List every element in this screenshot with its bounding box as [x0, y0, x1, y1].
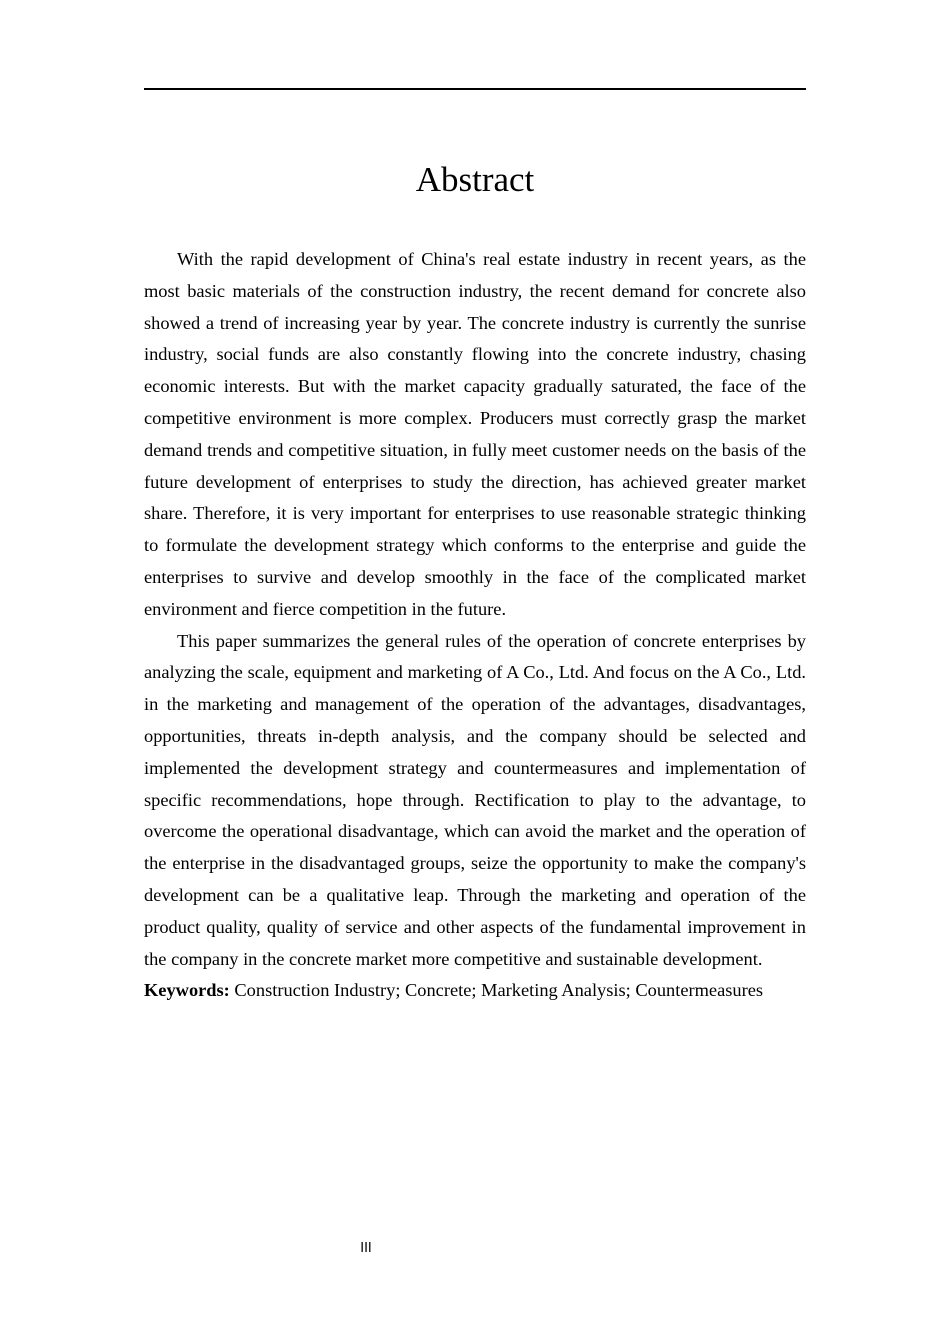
abstract-body [144, 244, 806, 1007]
keywords-text: Construction Industry; Concrete; Marketing Analysis; Countermeasures [229, 980, 764, 1001]
page-title: Abstract [415, 160, 535, 199]
header-rule [144, 88, 806, 90]
keywords-label: Keywords: [144, 980, 230, 1001]
keywords-line [144, 975, 806, 1007]
abstract-paragraph-1: With the rapid development of China's real estate industry in recent years, as the most basic materials of the construction industry, the recent demand for concrete also showed a trend of increasing year by year. The concrete industry is currently the sunrise industry, social funds are also constantly flowing into the concrete industry, chasing economic interests. But with the market capacity gradually saturated, the face of the competitive environment is more complex. Producers must correctly grasp the market demand trends and competitive situation, in fully meet customer needs on the basis of the future development of enterprises to study the direction, has achieved greater market share. Therefore, it is very important for enterprises to use reasonable strategic thinking to formulate the development strategy which conforms to the enterprise and guide the enterprises to survive and develop smoothly in the face of the complicated market environment and fierce competition in the future. [144, 249, 806, 619]
page-number: III [360, 1241, 372, 1256]
abstract-paragraph-2: This paper summarizes the general rules of the operation of concrete enterprises by analyzing the scale, equipment and marketing of A Co., Ltd. And focus on the A Co., Ltd. in the marketing and management of the operation of the advantages, disadvantages, opportunities, threats in-depth analysis, and the company should be selected and implemented the development strategy and countermeasures and implementation of specific recommendations, hope through. Rectification to play to the advantage, to overcome the operational disadvantage, which can avoid the market and the operation of the enterprise in the disadvantaged groups, seize the opportunity to make the company's development can be a qualitative leap. Through the marketing and operation of the product quality, quality of service and other aspects of the fundamental improvement in the company in the concrete market more competitive and sustainable development. [144, 630, 806, 969]
